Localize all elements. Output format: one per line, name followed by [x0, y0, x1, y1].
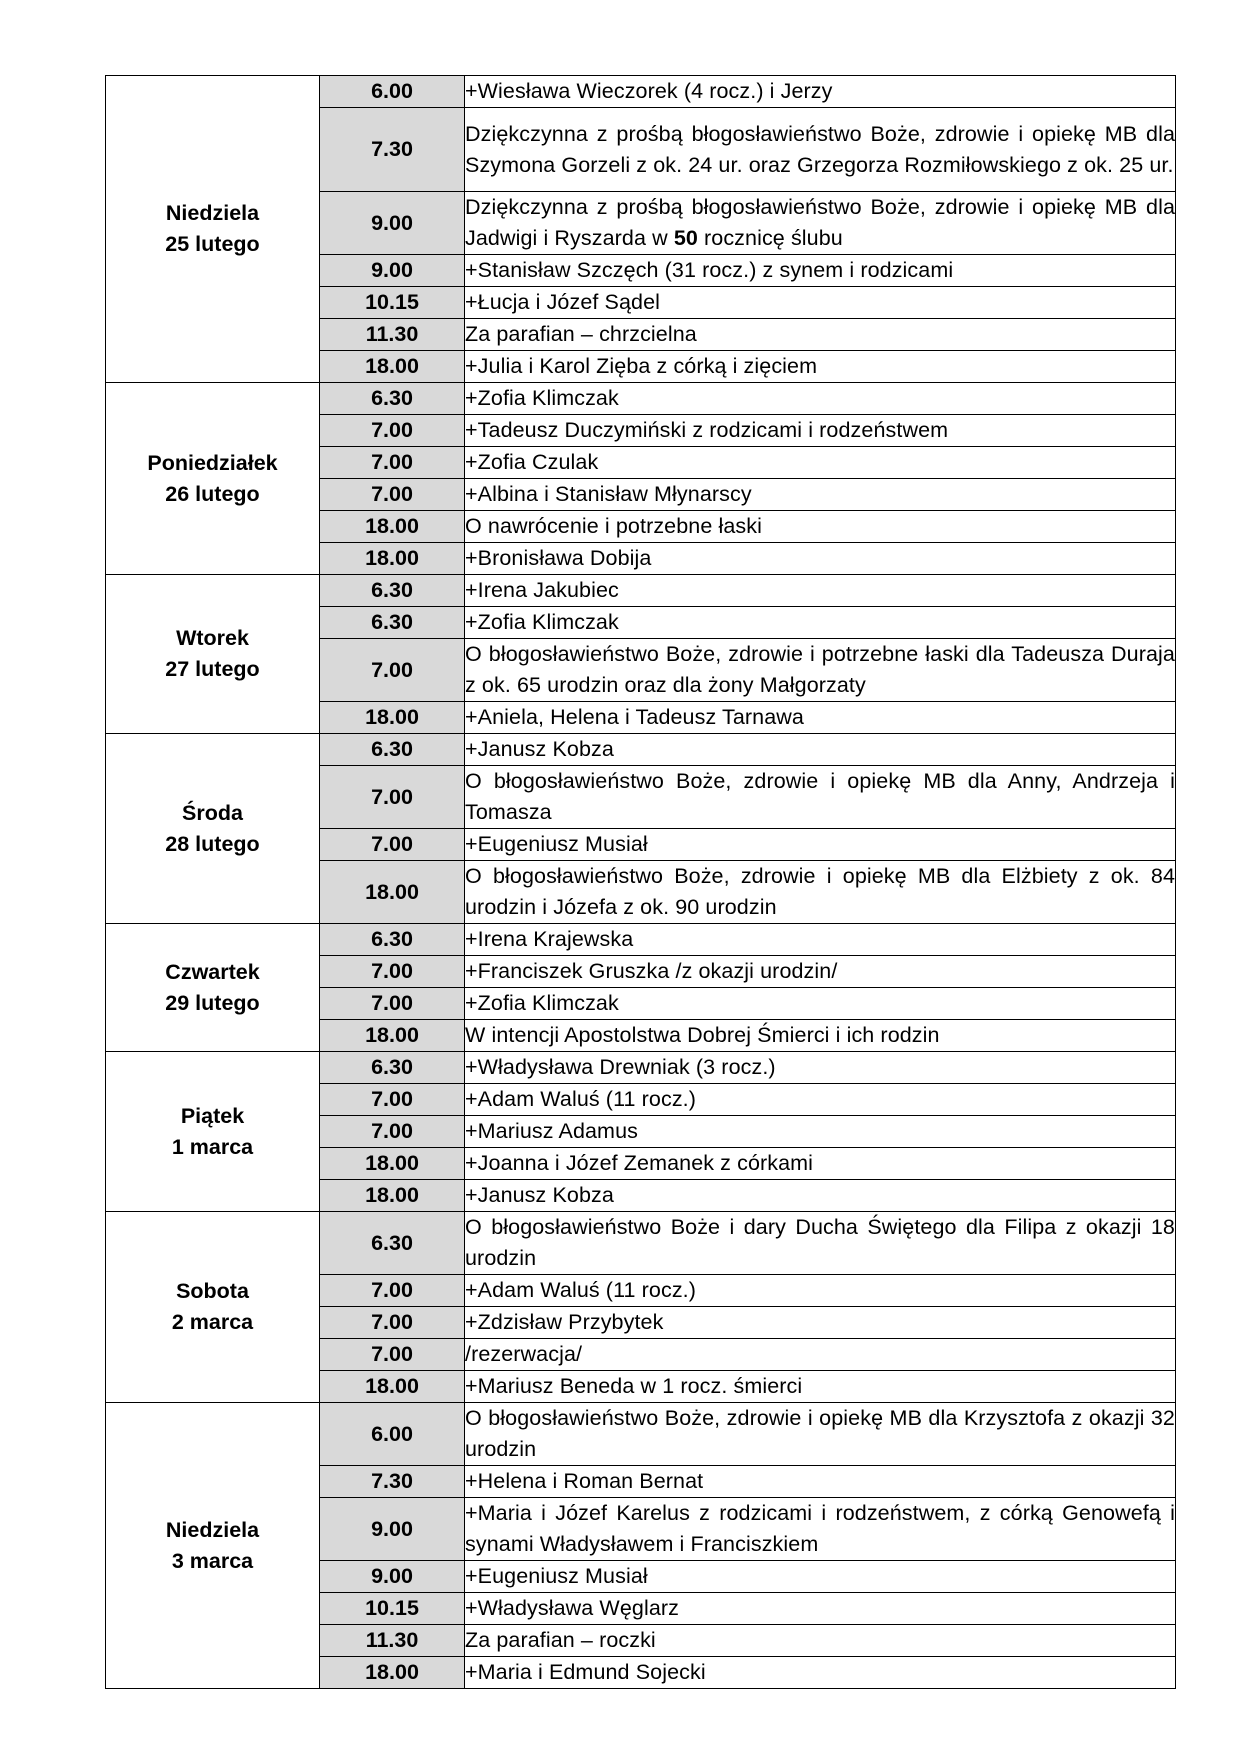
day-cell	[106, 575, 320, 734]
table-row	[106, 76, 1176, 108]
mass-time: 7.30	[320, 1466, 465, 1498]
day-cell	[106, 734, 320, 924]
mass-intention: +Zofia Czulak	[465, 447, 1176, 479]
mass-intention: +Franciszek Gruszka /z okazji urodzin/	[465, 956, 1176, 988]
table-row	[106, 1212, 1176, 1275]
schedule-body	[106, 76, 1176, 1689]
mass-intention: +Władysława Drewniak (3 rocz.)	[465, 1052, 1176, 1084]
day-date: 29 lutego	[165, 990, 260, 1015]
day-date: 2 marca	[171, 1310, 254, 1334]
mass-intention: +Eugeniusz Musiał	[465, 829, 1176, 861]
mass-time: 18.00	[320, 1371, 465, 1403]
mass-time: 6.00	[320, 76, 465, 108]
mass-intention: +Mariusz Beneda w 1 rocz. śmierci	[465, 1371, 1176, 1403]
mass-time: 18.00	[320, 861, 465, 924]
day-date: 28 lutego	[165, 831, 260, 856]
mass-intentions-table	[105, 75, 1176, 1689]
day-name: Piątek	[180, 1103, 245, 1128]
mass-intention: +Aniela, Helena i Tadeusz Tarnawa	[465, 702, 1176, 734]
mass-intention: +Adam Waluś (11 rocz.)	[465, 1275, 1176, 1307]
mass-intention: +Stanisław Szczęch (31 rocz.) z synem i rodzicami	[465, 255, 1176, 287]
mass-intention: +Helena i Roman Bernat	[465, 1466, 1176, 1498]
day-cell	[106, 924, 320, 1052]
table-row	[106, 383, 1176, 415]
intention-text: Dziękczynna z prośbą błogosławieństwo Boże, zdrowie i opiekę MB dla Jadwigi i Ryszarda w	[465, 195, 1175, 250]
mass-intention: +Mariusz Adamus	[465, 1116, 1176, 1148]
mass-time: 6.30	[320, 575, 465, 607]
intention-anniversary-number: 50	[673, 226, 698, 250]
mass-intention: O nawrócenie i potrzebne łaski	[465, 511, 1176, 543]
mass-intention: +Zdzisław Przybytek	[465, 1307, 1176, 1339]
mass-intention: +Władysława Węglarz	[465, 1593, 1176, 1625]
mass-time: 7.00	[320, 639, 465, 702]
mass-intention: +Zofia Klimczak	[465, 607, 1176, 639]
mass-time: 6.30	[320, 924, 465, 956]
mass-time: 18.00	[320, 1657, 465, 1689]
day-date: 3 marca	[171, 1548, 254, 1573]
mass-intention: +Irena Krajewska	[465, 924, 1176, 956]
mass-intention: O błogosławieństwo Boże, zdrowie i opiekę MB dla Elżbiety z ok. 84 urodzin i Józefa z ok. 90 urodzin	[465, 861, 1176, 924]
table-row	[106, 924, 1176, 956]
table-row	[106, 734, 1176, 766]
mass-time: 6.30	[320, 383, 465, 415]
day-cell	[106, 1052, 320, 1212]
mass-intention: +Maria i Józef Karelus z rodzicami i rodzeństwem, z córką Genowefą i synami Władysławem i Franciszkiem	[465, 1498, 1176, 1561]
mass-time: 7.00	[320, 479, 465, 511]
mass-time: 18.00	[320, 351, 465, 383]
mass-time: 18.00	[320, 1148, 465, 1180]
mass-time: 6.00	[320, 1403, 465, 1466]
mass-time: 11.30	[320, 319, 465, 351]
mass-intention: +Bronisława Dobija	[465, 543, 1176, 575]
mass-intention: +Tadeusz Duczymiński z rodzicami i rodzeństwem	[465, 415, 1176, 447]
mass-intention: +Janusz Kobza	[465, 1180, 1176, 1212]
day-name: Sobota	[176, 1279, 249, 1303]
mass-intention: +Janusz Kobza	[465, 734, 1176, 766]
table-row	[106, 1052, 1176, 1084]
intention-text: rocznicę ślubu	[697, 226, 843, 250]
mass-time: 7.00	[320, 1084, 465, 1116]
mass-time: 7.00	[320, 447, 465, 479]
mass-time: 10.15	[320, 1593, 465, 1625]
mass-intention: W intencji Apostolstwa Dobrej Śmierci i ich rodzin	[465, 1020, 1176, 1052]
mass-intention: O błogosławieństwo Boże, zdrowie i opiekę MB dla Krzysztofa z okazji 32 urodzin	[465, 1403, 1176, 1466]
mass-intention: +Irena Jakubiec	[465, 575, 1176, 607]
mass-time: 10.15	[320, 287, 465, 319]
mass-time: 7.00	[320, 415, 465, 447]
mass-time: 7.00	[320, 829, 465, 861]
day-cell	[106, 76, 320, 383]
table-row	[106, 1403, 1176, 1466]
mass-intention: +Zofia Klimczak	[465, 383, 1176, 415]
day-date: 26 lutego	[165, 481, 260, 506]
mass-time: 18.00	[320, 702, 465, 734]
mass-time: 7.00	[320, 1275, 465, 1307]
mass-intention: /rezerwacja/	[465, 1339, 1176, 1371]
day-name: Niedziela	[165, 1517, 260, 1542]
day-cell	[106, 1403, 320, 1689]
mass-time: 9.00	[320, 1561, 465, 1593]
mass-time: 7.30	[320, 108, 465, 192]
mass-time: 9.00	[320, 255, 465, 287]
mass-intention: +Zofia Klimczak	[465, 988, 1176, 1020]
mass-intention: +Adam Waluś (11 rocz.)	[465, 1084, 1176, 1116]
day-name: Niedziela	[165, 201, 260, 225]
day-name: Środa	[182, 800, 243, 825]
mass-intention: +Wiesława Wieczorek (4 rocz.) i Jerzy	[465, 76, 1176, 108]
table-row	[106, 575, 1176, 607]
mass-intention: O błogosławieństwo Boże, zdrowie i opiekę MB dla Anny, Andrzeja i Tomasza	[465, 766, 1176, 829]
mass-intention: +Łucja i Józef Sądel	[465, 287, 1176, 319]
day-cell	[106, 1212, 320, 1403]
mass-time: 6.30	[320, 1212, 465, 1275]
day-name: Wtorek	[176, 626, 249, 650]
mass-time: 6.30	[320, 1052, 465, 1084]
mass-intention: +Joanna i Józef Zemanek z córkami	[465, 1148, 1176, 1180]
mass-intention: +Albina i Stanisław Młynarscy	[465, 479, 1176, 511]
mass-intention: +Julia i Karol Zięba z córką i zięciem	[465, 351, 1176, 383]
mass-intention: +Eugeniusz Musiał	[465, 1561, 1176, 1593]
mass-intention: O błogosławieństwo Boże, zdrowie i potrzebne łaski dla Tadeusza Duraja z ok. 65 urodzin oraz dla żony Małgorzaty	[465, 639, 1176, 702]
mass-intention: +Maria i Edmund Sojecki	[465, 1657, 1176, 1689]
mass-intention	[465, 192, 1176, 255]
mass-time: 9.00	[320, 192, 465, 255]
mass-intention: Za parafian – roczki	[465, 1625, 1176, 1657]
mass-time: 18.00	[320, 1180, 465, 1212]
mass-time: 9.00	[320, 1498, 465, 1561]
mass-time: 18.00	[320, 1020, 465, 1052]
day-date: 27 lutego	[165, 657, 260, 681]
mass-time: 7.00	[320, 766, 465, 829]
mass-intention: Za parafian – chrzcielna	[465, 319, 1176, 351]
mass-time: 7.00	[320, 1339, 465, 1371]
mass-time: 6.30	[320, 734, 465, 766]
mass-intention: O błogosławieństwo Boże i dary Ducha Świętego dla Filipa z okazji 18 urodzin	[465, 1212, 1176, 1275]
mass-time: 7.00	[320, 1307, 465, 1339]
mass-time: 18.00	[320, 511, 465, 543]
day-cell	[106, 383, 320, 575]
day-name: Czwartek	[165, 959, 260, 984]
mass-time: 6.30	[320, 607, 465, 639]
day-date: 25 lutego	[165, 232, 260, 256]
mass-time: 11.30	[320, 1625, 465, 1657]
mass-time: 7.00	[320, 1116, 465, 1148]
mass-time: 7.00	[320, 956, 465, 988]
mass-time: 7.00	[320, 988, 465, 1020]
mass-time: 18.00	[320, 543, 465, 575]
day-date: 1 marca	[171, 1134, 254, 1159]
mass-intention: Dziękczynna z prośbą błogosławieństwo Boże, zdrowie i opiekę MB dla Szymona Gorzeli z ok. 24 ur. oraz Grzegorza Rozmiłowskiego z ok. 25 ur.	[465, 108, 1176, 192]
day-name: Poniedziałek	[147, 450, 278, 475]
